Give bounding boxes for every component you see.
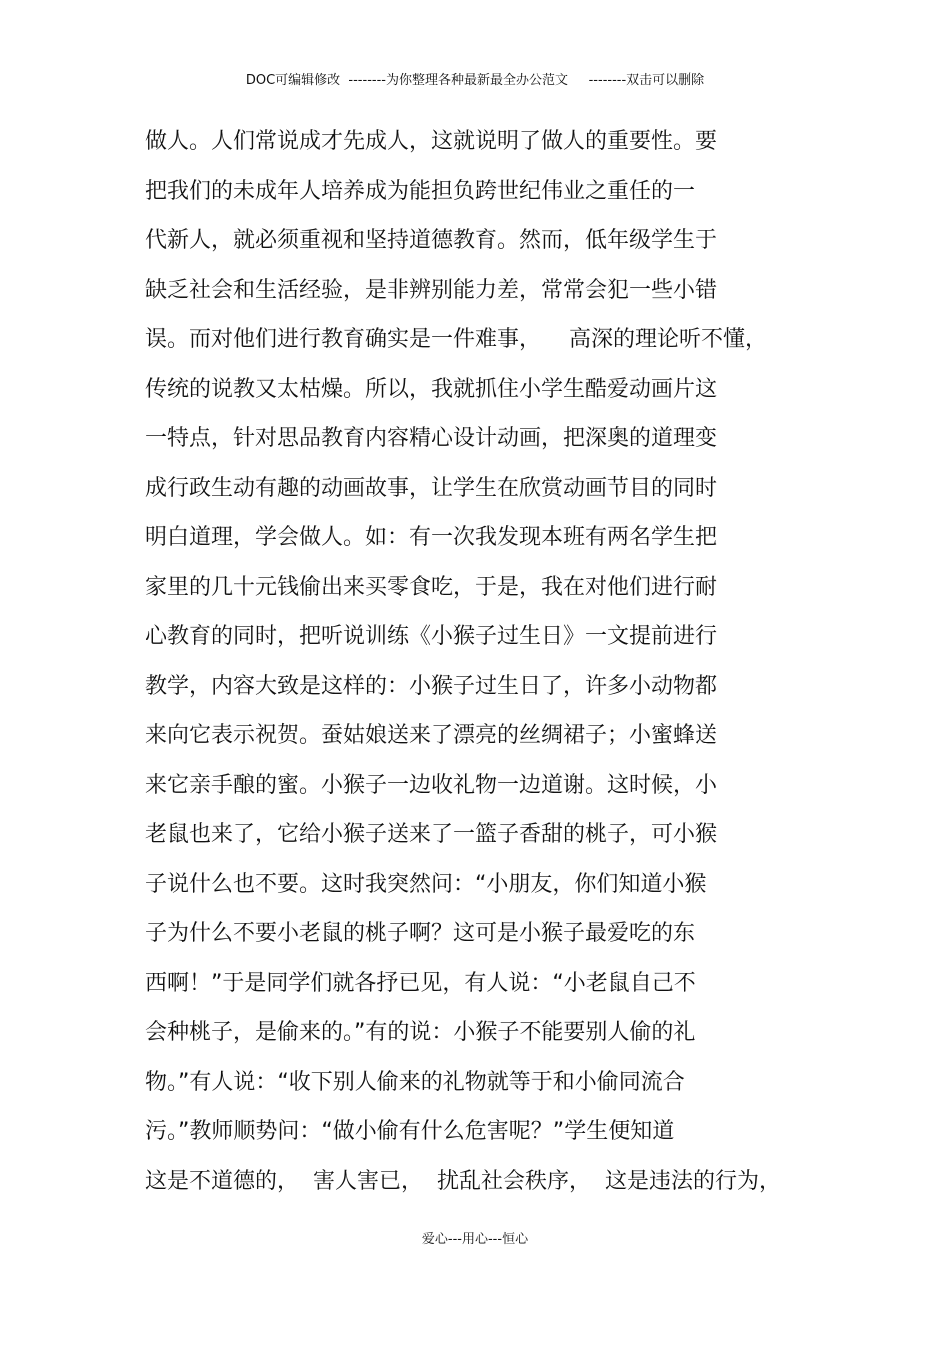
body-line: 明白道理，学会做人。如：有一次我发现本班有两名学生把 — [145, 525, 718, 550]
body-line: 西啊！”于是同学们就各抒已见，有人说：“小老鼠自己不 — [145, 970, 696, 996]
page-header: DOC可编辑修改 --------为你整理各种最新最全办公范文 --------双击可以删除 — [245, 73, 705, 88]
body-line: 代新人，就必须重视和坚持道德教育。然而，低年级学生于 — [145, 228, 718, 253]
body-line: 来向它表示祝贺。蚕姑娘送来了漂亮的丝绸裙子；小蜜蜂送 — [145, 723, 718, 748]
body-line: 传统的说教又太枯燥。所以，我就抓住小学生酷爱动画片这 — [145, 376, 718, 402]
body-line: 误。而对他们进行教育确实是一件难事， 高深的理论听不懂， — [145, 327, 767, 352]
body-line: 物。”有人说：“收下别人偷来的礼物就等于和小偷同流合 — [145, 1069, 685, 1095]
body-line: 子为什么不要小老鼠的桃子啊？这可是小猴子最爱吃的东 — [145, 921, 696, 946]
body-line: 教学，内容大致是这样的：小猴子过生日了，许多小动物都 — [145, 673, 718, 699]
body-line: 缺乏社会和生活经验，是非辨别能力差，常常会犯一些小错 — [145, 277, 718, 303]
body-line: 一特点，针对思品教育内容精心设计动画，把深奥的道理变 — [145, 426, 718, 451]
body-line: 这是不道德的， 害人害已， 扰乱社会秩序， 这是违法的行为， — [145, 1168, 781, 1194]
body-line: 子说什么也不要。这时我突然问：“小朋友，你们知道小猴 — [145, 871, 707, 897]
body-line: 污。”教师顺势问：“做小偷有什么危害呢？”学生便知道 — [145, 1119, 675, 1144]
body-line: 把我们的未成年人培养成为能担负跨世纪伟业之重任的一 — [145, 178, 696, 204]
body-line: 老鼠也来了，它给小猴子送来了一篮子香甜的桃子，可小猴 — [145, 822, 718, 847]
body-line: 成行政生动有趣的动画故事，让学生在欣赏动画节目的同时 — [145, 475, 718, 501]
body-line: 心教育的同时，把听说训练《小猴子过生日》一文提前进行 — [145, 624, 718, 649]
body-line: 来它亲手酿的蜜。小猴子一边收礼物一边道谢。这时候，小 — [145, 772, 718, 798]
page-footer: 爱心---用心---恒心 — [421, 1232, 529, 1247]
body-text — [145, 124, 795, 1213]
body-line: 做人。人们常说成才先成人，这就说明了做人的重要性。要 — [145, 129, 718, 154]
body-line: 家里的几十元钱偷出来买零食吃，于是，我在对他们进行耐 — [145, 574, 718, 600]
body-line: 会种桃子，是偷来的。”有的说：小猴子不能要别人偷的礼 — [145, 1020, 696, 1045]
